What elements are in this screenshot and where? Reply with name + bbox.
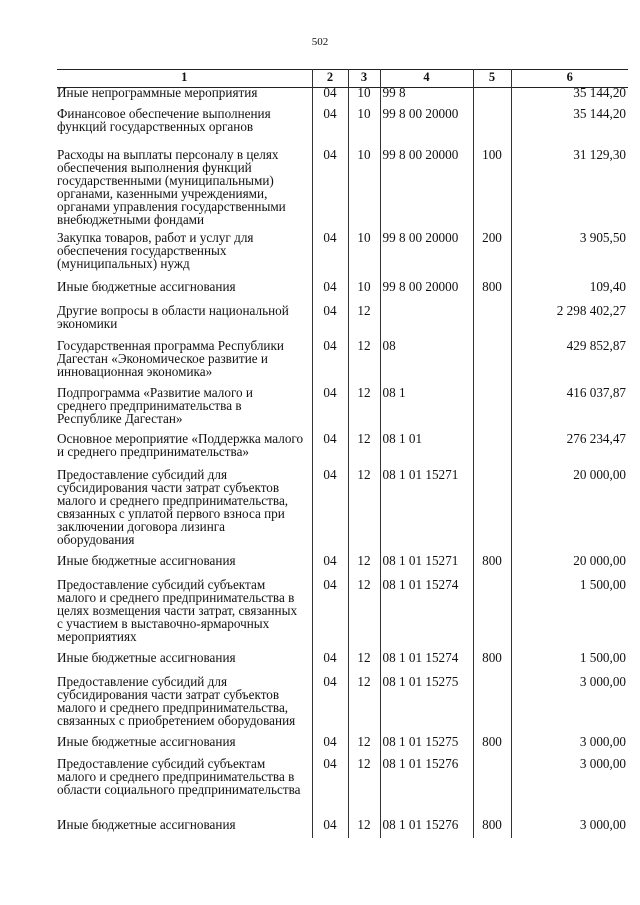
- row-description: Иные непрограммные мероприятия: [57, 86, 258, 100]
- amount: 31 129,30: [511, 148, 628, 231]
- table-row: [57, 432, 628, 468]
- section-code: 04: [312, 148, 348, 231]
- subsection-code: 12: [348, 651, 380, 675]
- row-description: Предоставление субсидий для субсидирования части затрат субъектов малого и среднего предпринимательства, связанных с уплатой первого взноса при заключении договора лизинга оборудования: [57, 468, 289, 547]
- column-header: 2: [312, 69, 348, 86]
- target-article-code: 99 8: [380, 86, 473, 107]
- subsection-code: 12: [348, 735, 380, 757]
- row-description: Расходы на выплаты персоналу в целях обеспечения выполнения функций государственными (муниципальными) органами, казенными учреждениями, органами управления государственными внебюджетными фондами: [57, 148, 286, 227]
- table-row: [57, 757, 628, 818]
- expense-type-code: [473, 107, 511, 148]
- amount: 35 144,20: [511, 86, 628, 107]
- amount: 3 000,00: [511, 757, 628, 818]
- target-article-code: 08 1 01 15271: [380, 468, 473, 554]
- row-description: Иные бюджетные ассигнования: [57, 818, 236, 832]
- subsection-code: 10: [348, 86, 380, 107]
- page-number: 502: [311, 36, 329, 48]
- expense-type-code: 800: [473, 735, 511, 757]
- table-row: [57, 86, 628, 107]
- table-row: [57, 818, 628, 838]
- expense-type-code: 800: [473, 818, 511, 838]
- amount: 20 000,00: [511, 554, 628, 578]
- expense-type-code: [473, 304, 511, 339]
- amount: 20 000,00: [511, 468, 628, 554]
- row-description: Другие вопросы в области национальной экономики: [57, 304, 289, 331]
- section-code: 04: [312, 675, 348, 735]
- section-code: 04: [312, 468, 348, 554]
- section-code: 04: [312, 86, 348, 107]
- amount: 3 000,00: [511, 818, 628, 838]
- section-code: 04: [312, 432, 348, 468]
- section-code: 04: [312, 107, 348, 148]
- row-description: Предоставление субсидий субъектам малого и среднего предпринимательства в области социального предпринимательства: [57, 757, 301, 797]
- amount: 109,40: [511, 280, 628, 304]
- row-description: Основное мероприятие «Поддержка малого и среднего предпринимательства»: [57, 432, 304, 459]
- column-header: 1: [181, 70, 188, 84]
- target-article-code: 08 1 01 15274: [380, 578, 473, 651]
- amount: 276 234,47: [511, 432, 628, 468]
- amount: 429 852,87: [511, 339, 628, 386]
- table-row: [57, 231, 628, 280]
- subsection-code: 10: [348, 231, 380, 280]
- amount: 3 905,50: [511, 231, 628, 280]
- table-row: [57, 339, 628, 386]
- expense-type-code: [473, 432, 511, 468]
- column-header: 4: [380, 69, 473, 86]
- target-article-code: 08 1 01 15274: [380, 651, 473, 675]
- column-header: 5: [473, 69, 511, 86]
- expense-type-code: [473, 468, 511, 554]
- subsection-code: 12: [348, 339, 380, 386]
- row-description: Иные бюджетные ассигнования: [57, 280, 236, 294]
- expense-type-code: [473, 757, 511, 818]
- subsection-code: 12: [348, 675, 380, 735]
- expense-type-code: 800: [473, 651, 511, 675]
- amount: 35 144,20: [511, 107, 628, 148]
- expense-type-code: [473, 339, 511, 386]
- section-code: 04: [312, 339, 348, 386]
- amount: 3 000,00: [511, 735, 628, 757]
- section-code: 04: [312, 231, 348, 280]
- target-article-code: 08: [380, 339, 473, 386]
- target-article-code: 99 8 00 20000: [380, 148, 473, 231]
- table-row: [57, 675, 628, 735]
- subsection-code: 12: [348, 818, 380, 838]
- expense-type-code: 200: [473, 231, 511, 280]
- table-header-row: [57, 69, 628, 86]
- amount: 416 037,87: [511, 386, 628, 432]
- amount: 1 500,00: [511, 651, 628, 675]
- table-row: [57, 386, 628, 432]
- expense-type-code: 800: [473, 554, 511, 578]
- amount: 1 500,00: [511, 578, 628, 651]
- section-code: 04: [312, 757, 348, 818]
- target-article-code: 99 8 00 20000: [380, 107, 473, 148]
- target-article-code: 08 1 01 15276: [380, 818, 473, 838]
- expense-type-code: 100: [473, 148, 511, 231]
- section-code: 04: [312, 735, 348, 757]
- table-row: [57, 735, 628, 757]
- expense-type-code: [473, 86, 511, 107]
- expense-type-code: [473, 578, 511, 651]
- subsection-code: 12: [348, 468, 380, 554]
- subsection-code: 12: [348, 432, 380, 468]
- section-code: 04: [312, 578, 348, 651]
- row-description: Финансовое обеспечение выполнения функций государственных органов: [57, 107, 271, 134]
- table-row: [57, 578, 628, 651]
- subsection-code: 12: [348, 757, 380, 818]
- subsection-code: 10: [348, 280, 380, 304]
- subsection-code: 12: [348, 554, 380, 578]
- subsection-code: 12: [348, 386, 380, 432]
- target-article-code: 99 8 00 20000: [380, 231, 473, 280]
- row-description: Подпрограмма «Развитие малого и среднего предпринимательства в Республике Дагестан»: [57, 386, 253, 426]
- row-description: Государственная программа Республики Дагестан «Экономическое развитие и инновационная экономика»: [57, 339, 284, 379]
- subsection-code: 10: [348, 107, 380, 148]
- section-code: 04: [312, 651, 348, 675]
- target-article-code: 08 1 01 15275: [380, 675, 473, 735]
- budget-table: [57, 69, 628, 838]
- target-article-code: [380, 304, 473, 339]
- subsection-code: 12: [348, 578, 380, 651]
- target-article-code: 08 1 01 15275: [380, 735, 473, 757]
- expense-type-code: 800: [473, 280, 511, 304]
- section-code: 04: [312, 304, 348, 339]
- expense-type-code: [473, 675, 511, 735]
- section-code: 04: [312, 554, 348, 578]
- target-article-code: 08 1 01: [380, 432, 473, 468]
- amount: 2 298 402,27: [511, 304, 628, 339]
- target-article-code: 99 8 00 20000: [380, 280, 473, 304]
- target-article-code: 08 1 01 15276: [380, 757, 473, 818]
- subsection-code: 10: [348, 148, 380, 231]
- subsection-code: 12: [348, 304, 380, 339]
- table-row: [57, 554, 628, 578]
- row-description: Закупка товаров, работ и услуг для обеспечения государственных (муниципальных) нужд: [57, 231, 254, 271]
- table-row: [57, 280, 628, 304]
- table-row: [57, 304, 628, 339]
- section-code: 04: [312, 280, 348, 304]
- section-code: 04: [312, 818, 348, 838]
- row-description: Предоставление субсидий субъектам малого и среднего предпринимательства в целях возмещения части затрат, связанных с участием в выставочно-ярмарочных мероприятиях: [57, 578, 298, 644]
- column-header: 3: [348, 69, 380, 86]
- amount: 3 000,00: [511, 675, 628, 735]
- row-description: Иные бюджетные ассигнования: [57, 651, 236, 665]
- target-article-code: 08 1: [380, 386, 473, 432]
- row-description: Иные бюджетные ассигнования: [57, 735, 236, 749]
- row-description: Иные бюджетные ассигнования: [57, 554, 236, 568]
- row-description: Предоставление субсидий для субсидирования части затрат субъектов малого и среднего предпринимательства, связанных с приобретением оборудования: [57, 675, 296, 728]
- table-row: [57, 148, 628, 231]
- target-article-code: 08 1 01 15271: [380, 554, 473, 578]
- table-row: [57, 107, 628, 148]
- table-row: [57, 468, 628, 554]
- column-header: 6: [511, 69, 628, 86]
- section-code: 04: [312, 386, 348, 432]
- table-row: [57, 651, 628, 675]
- expense-type-code: [473, 386, 511, 432]
